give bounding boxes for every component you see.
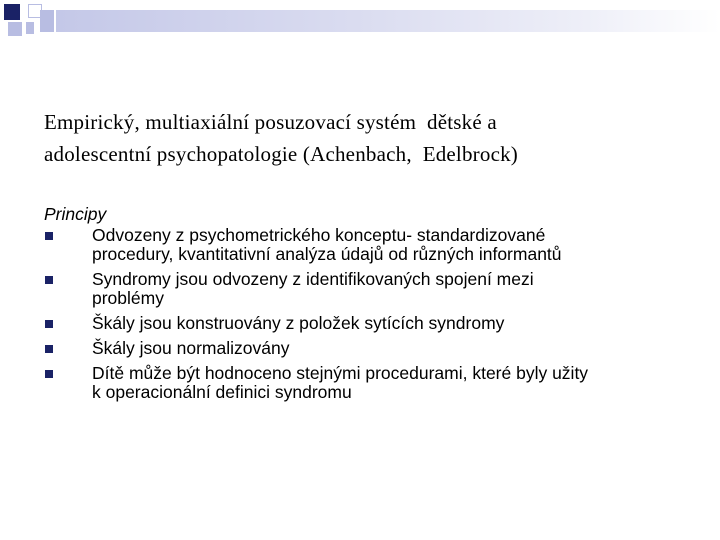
list-item [44,226,684,264]
list-item-text: Odvozeny z psychometrického konceptu- standardizované procedury, kvantitativní analýza údajů od různých informantů [92,225,562,264]
section-heading: Principy [44,204,107,224]
decor-square-lavender [8,22,22,36]
square-bullet-icon [45,232,53,240]
list-item-text: Dítě může být hodnoceno stejnými procedurami, které byly užity k operacionální definici syndromu [92,363,589,402]
slide-title [44,106,684,170]
slide-title-line: Empirický, multiaxiální posuzovací systém dětské a [44,110,497,134]
list-item [44,270,684,308]
list-item [44,314,684,333]
decor-square-lavender-bar [40,10,54,32]
square-bullet-icon [45,320,53,328]
square-bullet-icon [45,370,53,378]
list-item [44,339,684,358]
slide-body [44,204,684,408]
decor-square-lavender-small [26,22,34,34]
corner-decoration [0,0,720,60]
list-item [44,364,684,402]
list-item-text: Škály jsou konstruovány z položek sytících syndromy [92,313,505,333]
decor-square-navy [4,4,20,20]
square-bullet-icon [45,276,53,284]
bullet-list [44,226,684,402]
square-bullet-icon [45,345,53,353]
slide-title-line: adolescentní psychopatologie (Achenbach, Edelbrock) [44,142,518,166]
list-item-text: Syndromy jsou odvozeny z identifikovaných spojení mezi problémy [92,269,534,308]
list-item-text: Škály jsou normalizovány [92,338,290,358]
top-gradient-bar [56,10,720,32]
